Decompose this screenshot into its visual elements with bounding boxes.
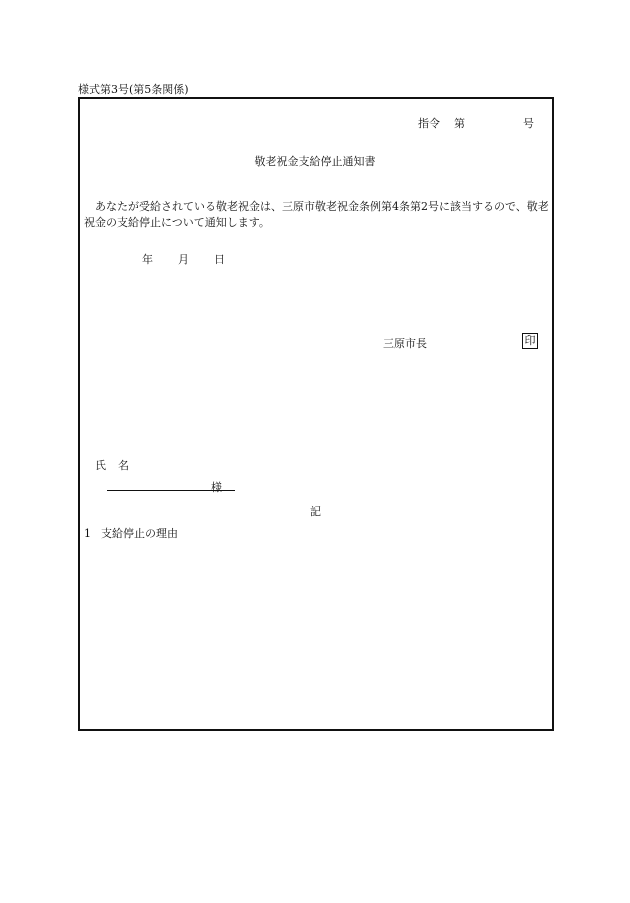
recipient-name-label bbox=[95, 457, 129, 473]
item-number: 1 bbox=[84, 527, 91, 540]
reference-go: 号 bbox=[523, 117, 534, 130]
document-title: 敬老祝金支給停止通知書 bbox=[254, 155, 376, 168]
name-label-2: 名 bbox=[118, 459, 129, 472]
date-month: 月 bbox=[178, 253, 189, 266]
issuer-name: 三原市長 bbox=[383, 337, 427, 350]
document-frame bbox=[78, 97, 554, 731]
name-label-1: 氏 bbox=[95, 459, 106, 472]
date-row bbox=[142, 251, 225, 267]
reference-number bbox=[418, 115, 534, 131]
date-year: 年 bbox=[142, 253, 153, 266]
item-text: 支給停止の理由 bbox=[101, 527, 178, 540]
reference-prefix: 指令 bbox=[418, 117, 440, 130]
ki-heading: 記 bbox=[310, 505, 321, 518]
date-day: 日 bbox=[214, 253, 225, 266]
notice-body: あなたが受給されている敬老祝金は、三原市敬老祝金条例第4条第2号に該当するので、敬老祝金の支給停止について通知します。 bbox=[84, 200, 549, 229]
seal-box: 印 bbox=[522, 333, 538, 349]
list-item bbox=[84, 525, 178, 541]
reference-dai: 第 bbox=[454, 117, 465, 130]
form-number-label: 様式第3号(第5条関係) bbox=[78, 83, 189, 96]
recipient-honorific: 様 bbox=[211, 481, 222, 494]
